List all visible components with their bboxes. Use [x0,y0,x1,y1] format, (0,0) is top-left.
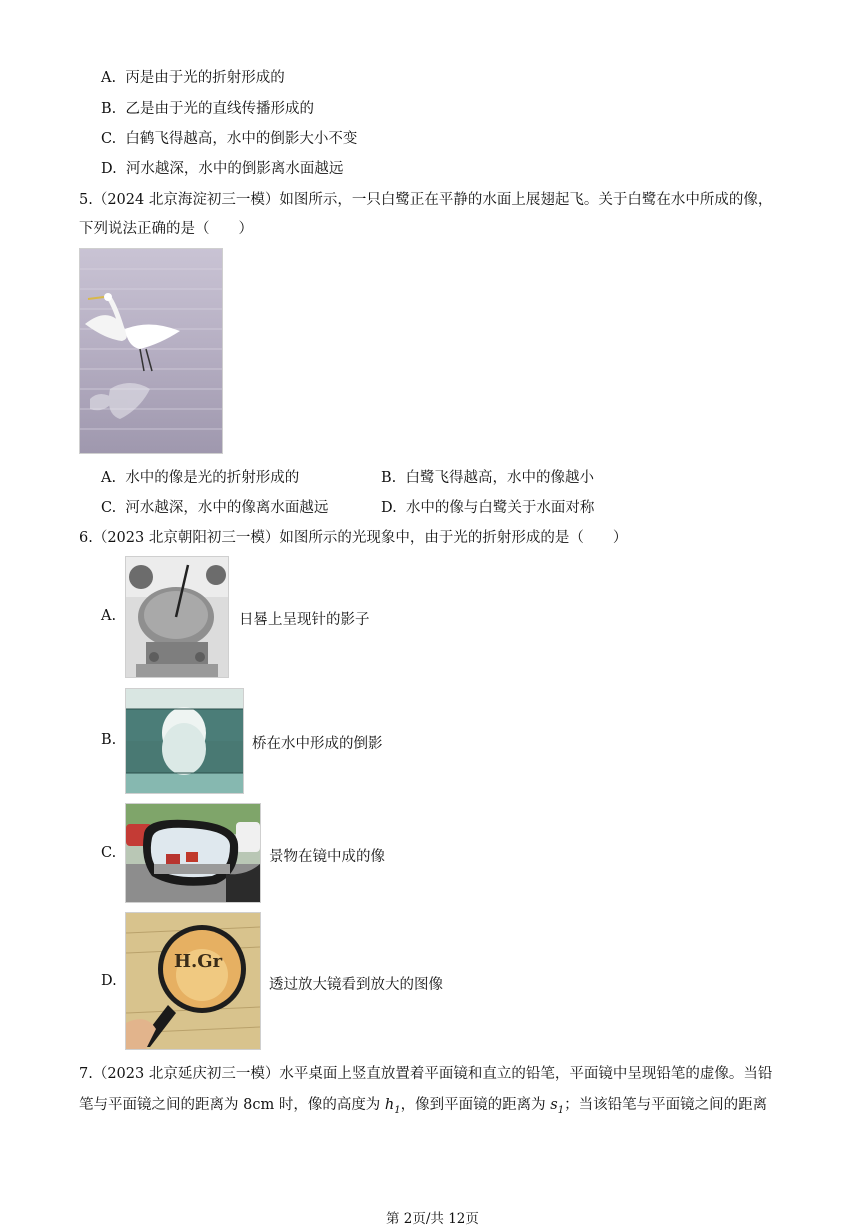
car-mirror-photo [125,803,261,903]
q6-option-a-text: 日晷上呈现针的影子 [239,612,370,628]
page-footer: 第 2页/共 12页 [386,1211,479,1227]
q4-option-c: C. 白鹤飞得越高，水中的倒影大小不变 [101,131,358,147]
q4-option-d: D. 河水越深，水中的倒影离水面越远 [101,161,344,177]
s1-variable: $s_1$ [550,1097,565,1116]
q6-option-c-text: 景物在镜中成的像 [269,849,385,865]
q5-stem-line1: 5.（2024 北京海淀初三一模）如图所示，一只白鹭正在平静的水面上展翅起飞。关于白鹭在水中所成的像， [79,192,773,208]
q5-option-a: A. 水中的像是光的折射形成的 [101,470,300,486]
q5-option-b: B. 白鹭飞得越高，水中的像越小 [381,470,594,486]
q7-stem-line2: 笔与平面镜之间的距离为 8cm 时，像的高度为 $h_1$，像到平面镜的距离为 $s_1$；当该铅笔与平面镜之间的距离 [79,1097,768,1116]
q5-option-c: C. 河水越深，水中的像离水面越远 [101,500,329,516]
q6-stem: 6.（2023 北京朝阳初三一模）如图所示的光现象中，由于光的折射形成的是（ ） [79,530,628,546]
q6-option-c-label: C. [101,845,117,861]
sundial-illustration [126,557,228,677]
egret-photo [79,248,223,454]
q7-stem-line1: 7.（2023 北京延庆初三一模）水平桌面上竖直放置着平面镜和直立的铅笔，平面镜中呈现铅笔的虚像。当铅 [79,1066,773,1082]
q5-option-d: D. 水中的像与白鹭关于水面对称 [381,500,595,516]
q6-option-a-label: A. [101,608,117,624]
q6-option-b-text: 桥在水中形成的倒影 [252,736,383,752]
car-mirror-illustration [126,804,260,902]
magnifier-illustration [126,913,260,1049]
bridge-photo [125,688,244,794]
q6-option-d-label: D. [101,973,117,989]
q6-option-b-label: B. [101,732,117,748]
q4-option-a: A. 丙是由于光的折射形成的 [101,70,285,86]
bridge-illustration [126,689,243,793]
svg-text:H.Gr: H.Gr [174,951,223,972]
magnifier-photo [125,912,261,1050]
q4-option-b: B. 乙是由于光的直线传播形成的 [101,101,314,117]
egret-illustration [80,249,222,453]
h1-variable: $h_1$ [384,1097,401,1116]
q5-stem-line2: 下列说法正确的是（ ） [79,221,253,237]
sundial-photo [125,556,229,678]
q6-option-d-text: 透过放大镜看到放大的图像 [269,977,443,993]
